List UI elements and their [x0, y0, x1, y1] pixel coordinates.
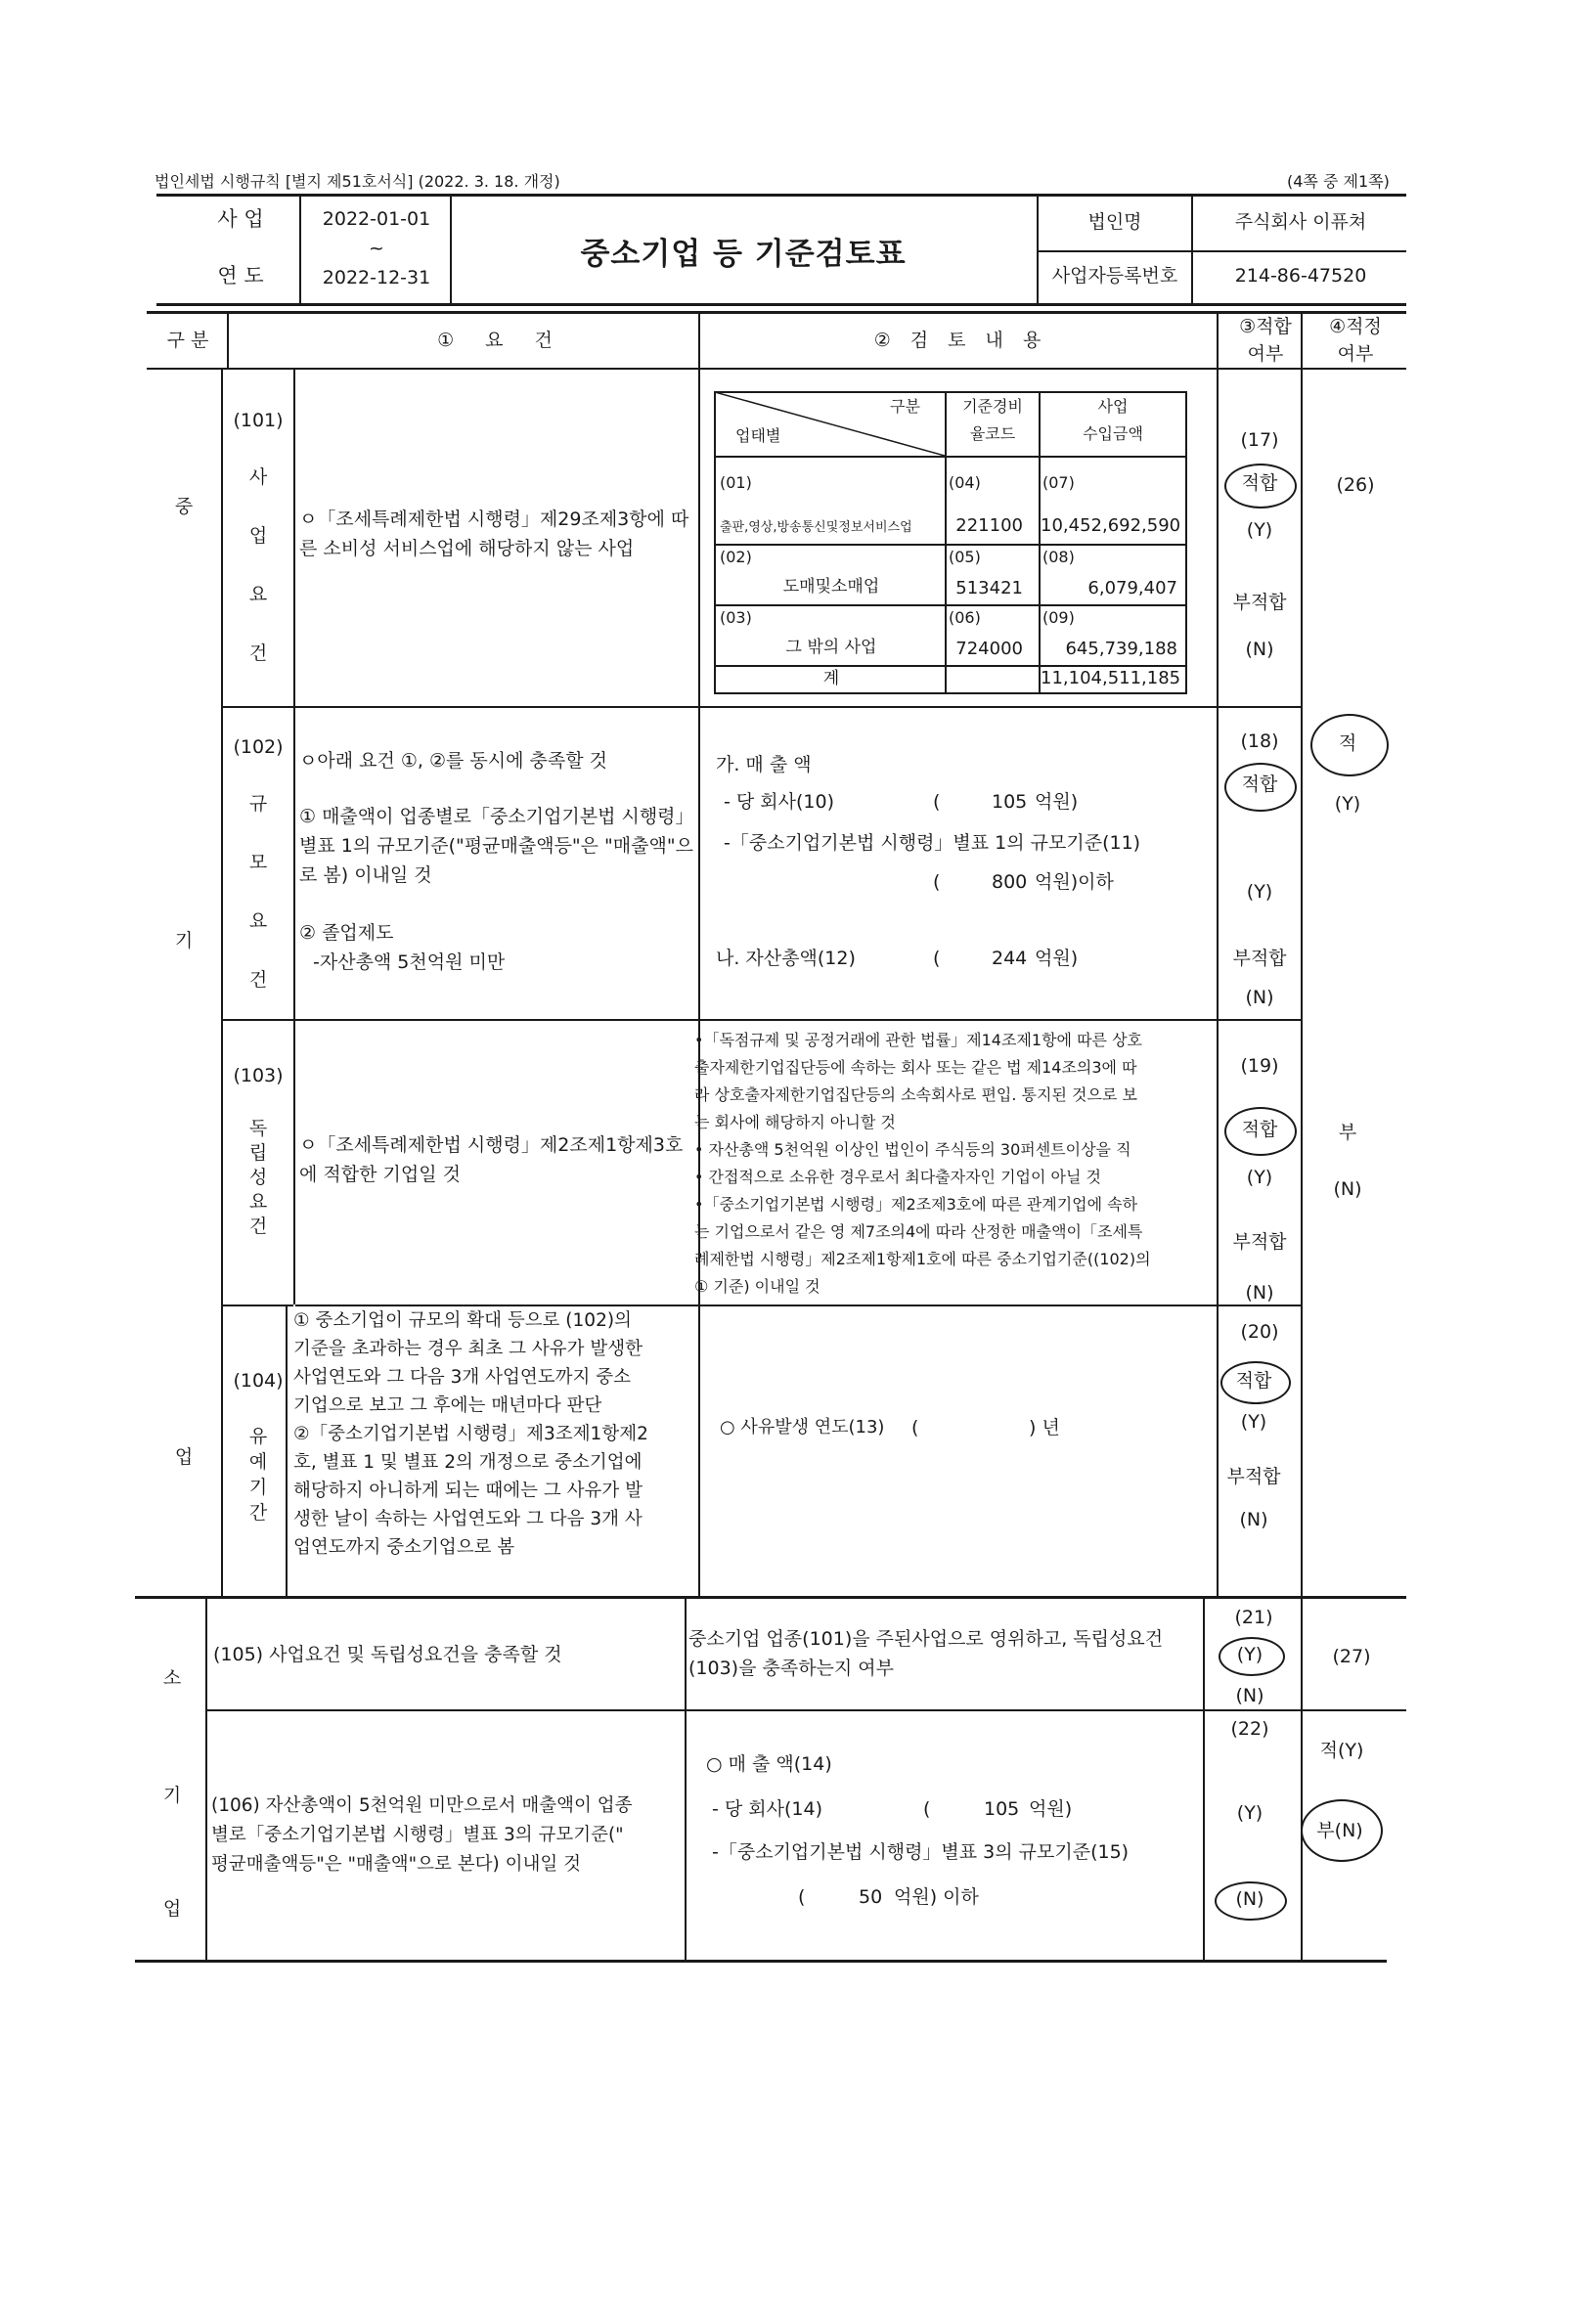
- row-101-proper-number: (26): [1336, 474, 1375, 496]
- row-103-fit-no: 부적합: [1232, 1231, 1287, 1253]
- header-divider-2: [450, 194, 452, 303]
- year-label-bottom: 연 도: [217, 264, 264, 288]
- bt-row2-amount: 6,079,407: [1087, 578, 1177, 598]
- row-104-review: ○ 사유발생 연도(13): [720, 1417, 885, 1438]
- row-102-fit-number: (18): [1240, 730, 1279, 752]
- row-104-v-num: [286, 1305, 288, 1596]
- bt-row1-n1: (01): [720, 473, 752, 492]
- row-106-proper-y: 적(Y): [1319, 1740, 1364, 1761]
- bt-total-amount: 11,104,511,185: [1041, 668, 1181, 688]
- row-104-vlabel-1: 유: [248, 1426, 268, 1447]
- row-102-vlabel-4: 건: [248, 969, 268, 991]
- row-104-vlabel: [223, 1424, 293, 1526]
- sme-v-proper: [1301, 368, 1303, 1596]
- row-103-rev-line-7: •「중소기업기본법 시행령」제2조제3호에 따른 관계기업에 속하: [694, 1195, 1138, 1214]
- document-title: 중소기업 등 기준검토표: [580, 237, 907, 272]
- biz-no-label: 사업자등록번호: [1051, 265, 1178, 287]
- row-103-proper-n: (N): [1333, 1178, 1362, 1200]
- row-105-rev-1: 중소기업 업종(101)을 주된사업으로 영위하고, 독립성요건: [688, 1628, 1164, 1650]
- row-104-req-line-3: 사업연도와 그 다음 3개 사업연도까지 중소: [293, 1367, 631, 1388]
- row-102-req-4: -자산총액 5천억원 미만: [313, 951, 506, 973]
- row-102-fit-y: (Y): [1246, 881, 1273, 903]
- row-103-rev-line-5: • 자산총액 5천억원 이상인 법인이 주식등의 30퍼센트이상을 직: [694, 1140, 1131, 1159]
- col-requirement: ① 요 건: [437, 330, 553, 351]
- bt-header-code-2: 율코드: [969, 424, 1016, 443]
- bt-row1-amount: 10,452,692,590: [1041, 515, 1181, 536]
- side-label-small-2: 기: [162, 1785, 182, 1806]
- row-105-proper-number: (27): [1332, 1646, 1371, 1667]
- row-106-requirement: [211, 1791, 685, 1880]
- bt-row3-n2: (06): [949, 608, 981, 627]
- row-104-req-line-2: 기준을 초과하는 경우 최초 그 사유가 발생한: [293, 1339, 643, 1359]
- row-102-vlabel-2: 모: [248, 852, 268, 873]
- bt-row1-n2: (04): [949, 473, 981, 492]
- bt-row1-name: 출판,영상,방송통신및정보서비스업: [720, 520, 912, 535]
- row-101-fit-y: (Y): [1246, 519, 1273, 541]
- row-103-rev-line-6: • 간접적으로 소유한 경우로서 최다출자자인 기업이 아닐 것: [694, 1168, 1101, 1186]
- row-104-rev-open: (: [911, 1417, 919, 1438]
- bt-total-label: 계: [822, 669, 840, 688]
- bt-row2-n3: (08): [1042, 548, 1075, 566]
- period-tilde: ~: [369, 238, 384, 259]
- row-103-rev-line-2: 출자제한기업집단등에 속하는 회사 또는 같은 법 제14조의3에 따: [694, 1058, 1137, 1077]
- row-106-limit-value: 50: [859, 1886, 883, 1908]
- row-101-number: (101): [233, 410, 284, 431]
- row-101-fit-n: (N): [1245, 639, 1274, 660]
- row-104-number: (104): [233, 1370, 284, 1392]
- row-103-rev-line-9: 례제한법 시행령」제2조제1항제1호에 따른 중소기업기준((102)의: [694, 1250, 1151, 1268]
- row-103-fit-n: (N): [1245, 1282, 1274, 1304]
- corp-name: 주식회사 이퓨쳐: [1234, 211, 1367, 233]
- bt-header-code-1: 기준경비: [962, 397, 1023, 416]
- row-102-bottom: [221, 1019, 1301, 1021]
- row-101-vlabel-4: 건: [248, 642, 268, 664]
- row-101-requirement: ㅇ「조세특례제한법 시행령」제29조제3항에 따른 소비성 서비스업에 해당하지 않는 사업: [299, 509, 689, 559]
- biz-no: 214-86-47520: [1234, 265, 1367, 287]
- row-103-rev-line-3: 라 상호출자제한기업집단등의 소속회사로 편입. 통지된 것으로 보: [694, 1085, 1137, 1104]
- bt-row2-code: 513421: [955, 578, 1023, 598]
- row-106-req-line-3: 평균매출액등"은 "매출액"으로 본다) 이내일 것: [211, 1854, 581, 1875]
- header-mid-line: [1037, 250, 1406, 252]
- col-review: ② 검 토 내 용: [873, 330, 1042, 351]
- row-103-vlabel-5: 건: [248, 1216, 268, 1237]
- row-101-fit-no: 부적합: [1232, 592, 1287, 613]
- small-v-fit: [1203, 1596, 1205, 1962]
- row-106-rev-4-open: (: [798, 1886, 806, 1908]
- bt-row3-n3: (09): [1042, 608, 1075, 627]
- sme-section-bottom: [135, 1596, 1406, 1599]
- table-bottom-border: [135, 1960, 1387, 1963]
- side-label-small-1: 소: [162, 1667, 182, 1689]
- bt-row3-amount: 645,739,188: [1065, 639, 1177, 659]
- bt-row2-n2: (05): [949, 548, 981, 566]
- row-102-rev-2-unit: 억원): [1035, 791, 1079, 813]
- row-106-fit-y: (Y): [1236, 1802, 1264, 1824]
- row-102-rev-5-open: (: [933, 948, 941, 969]
- row-102-req-3: ② 졸업제도: [299, 922, 394, 944]
- period-end: 2022-12-31: [322, 267, 431, 288]
- row-101-vlabel-2: 업: [248, 525, 268, 547]
- row-104-rev-close: ) 년: [1029, 1417, 1060, 1438]
- row-105-fit-n: (N): [1235, 1685, 1264, 1706]
- row-101-vlabel-3: 요: [248, 584, 268, 605]
- row-102-fit-n: (N): [1245, 987, 1274, 1008]
- row-103-rev-line-1: •「독점규제 및 공정거래에 관한 법률」제14조제1항에 따른 상호: [694, 1031, 1142, 1049]
- row-103-requirement: ㅇ「조세특례제한법 시행령」제2조제1항제3호에 적합한 기업일 것: [299, 1134, 684, 1185]
- row-102-rev-4-open: (: [933, 871, 941, 893]
- bt-h-header: [714, 456, 1187, 458]
- row-104-req-line-9: 생한 날이 속하는 사업연도와 그 다음 3개 사: [293, 1509, 643, 1529]
- row-106-rev-3: -「중소기업기본법 시행령」별표 3의 규모기준(15): [712, 1841, 1130, 1863]
- row-102-rev-1: 가. 매 출 액: [716, 754, 812, 775]
- row-104-req-line-8: 해당하지 아니하게 되는 때에는 그 사유가 발: [293, 1481, 643, 1501]
- sme-v-review: [698, 368, 700, 1596]
- row-102-rev-5: 나. 자산총액(12): [716, 948, 856, 969]
- hdr-v2: [698, 311, 700, 368]
- row-102-limit-value: 800: [992, 871, 1028, 893]
- row-103-vlabel: [223, 1117, 293, 1239]
- col-proper-b: 여부: [1337, 343, 1374, 365]
- row-102-req-1: ㅇ아래 요건 ①, ②를 동시에 충족할 것: [299, 750, 607, 772]
- row-105-fit-y: (Y): [1236, 1644, 1264, 1665]
- row-103-fit-y: (Y): [1246, 1167, 1273, 1188]
- row-103-fit-yes: 적합: [1241, 1119, 1278, 1140]
- row-102-rev-2-open: (: [933, 791, 941, 813]
- row-104-vlabel-3: 기: [248, 1477, 268, 1498]
- col-fit-a: ③적합: [1239, 316, 1292, 337]
- side-label-sme-1: 중: [174, 496, 194, 517]
- row-102-rev-3: -「중소기업기본법 시행령」별표 1의 규모기준(11): [724, 832, 1141, 854]
- row-104-req-line-4: 기업으로 보고 그 후에는 매년마다 판단: [293, 1395, 602, 1416]
- row-104-fit-n: (N): [1239, 1509, 1268, 1530]
- row-104-req-line-1: ① 중소기업이 규모의 확대 등으로 (102)의: [293, 1310, 632, 1331]
- row-102-rev-2: - 당 회사(10): [724, 791, 834, 813]
- row-101-vlabel: [223, 465, 293, 700]
- row-103-fit-number: (19): [1240, 1055, 1279, 1077]
- row-105-fit-number: (21): [1234, 1607, 1273, 1628]
- row-103-rev-line-10: ① 기준) 이내일 것: [694, 1277, 820, 1296]
- row-105-rev-2: (103)을 충족하는지 여부: [688, 1658, 895, 1679]
- row-105-bottom: [205, 1709, 1406, 1711]
- bt-row1-code: 221100: [955, 515, 1023, 536]
- bt-row2-n1: (02): [720, 548, 752, 566]
- row-103-vlabel-4: 요: [248, 1191, 268, 1213]
- row-104-fit-y: (Y): [1240, 1411, 1267, 1433]
- side-label-sme-3: 업: [174, 1446, 194, 1468]
- row-106-fit-n: (N): [1235, 1888, 1264, 1910]
- side-label-small-3: 업: [162, 1898, 182, 1920]
- row-106-rev-2-open: (: [923, 1798, 931, 1820]
- row-102-fit-no: 부적합: [1232, 948, 1287, 969]
- header-divider-1: [299, 194, 301, 303]
- hdr-v1: [227, 311, 229, 368]
- row-106-rev-2-unit: 억원): [1029, 1798, 1073, 1820]
- bt-row2-name: 도매및소매업: [782, 577, 880, 597]
- row-101-bottom: [221, 706, 1301, 708]
- bt-row3-code: 724000: [955, 639, 1023, 659]
- form-reference: 법인세법 시행규칙 [별지 제51호서식] (2022. 3. 18. 개정): [155, 172, 560, 191]
- row-102-number: (102): [233, 736, 284, 758]
- row-102-rev-5-unit: 억원): [1035, 948, 1079, 969]
- header-top-border: [156, 194, 1406, 197]
- header-divider-4: [1191, 194, 1193, 303]
- small-v-review: [685, 1596, 687, 1962]
- corp-name-label: 법인명: [1087, 211, 1142, 233]
- col-fit-b: 여부: [1247, 343, 1284, 365]
- bt-h-row2: [714, 604, 1187, 606]
- row-106-proper-n: 부(N): [1316, 1820, 1363, 1841]
- bt-header-gubun: 구분: [890, 397, 920, 416]
- row-103-vlabel-2: 립: [248, 1142, 268, 1164]
- bt-header-biz: 업태별: [735, 426, 781, 445]
- row-104-req-line-6: ②「중소기업기본법 시행령」제3조제1항제2: [293, 1424, 648, 1444]
- bt-header-amt-1: 사업: [1097, 397, 1129, 416]
- row-101-fit-yes: 적합: [1241, 472, 1278, 494]
- row-103-vlabel-1: 독: [248, 1118, 268, 1139]
- row-104-vlabel-4: 간: [248, 1502, 268, 1524]
- period-start: 2022-01-01: [322, 208, 431, 230]
- row-103-proper: 부: [1338, 1122, 1357, 1143]
- row-105-requirement: (105) 사업요건 및 독립성요건을 충족할 것: [213, 1644, 562, 1665]
- row-102-asset-value: 244: [992, 948, 1028, 969]
- row-106-rev-2: - 당 회사(14): [712, 1798, 822, 1820]
- row-106-fit-number: (22): [1230, 1718, 1269, 1740]
- bt-row3-name: 그 밖의 사업: [785, 638, 877, 657]
- row-102-vlabel-3: 요: [248, 910, 268, 932]
- hdr-v3: [1217, 311, 1219, 368]
- row-106-rev-1: ○ 매 출 액(14): [706, 1753, 832, 1775]
- row-103-number: (103): [233, 1065, 284, 1086]
- col-proper-a: ④적정: [1329, 316, 1382, 337]
- row-103-rev-line-4: 는 회사에 해당하지 아니할 것: [694, 1113, 896, 1131]
- row-104-req-line-7: 호, 별표 1 및 별표 2의 개정으로 중소기업에: [293, 1452, 643, 1473]
- hdr-v4: [1301, 311, 1303, 368]
- header-bottom-border: [156, 303, 1406, 306]
- row-103-vlabel-3: 성: [248, 1167, 268, 1188]
- bt-row3-n1: (03): [720, 608, 752, 627]
- bt-row1-n3: (07): [1042, 473, 1075, 492]
- bt-header-amt-2: 수입금액: [1083, 424, 1143, 443]
- row-104-req-line-10: 업연도까지 중소기업으로 봄: [293, 1537, 515, 1558]
- row-104-vlabel-2: 예: [248, 1451, 268, 1473]
- row-102-proper: 적: [1338, 732, 1357, 754]
- row-101-vlabel-1: 사: [248, 466, 268, 488]
- row-106-req-line-2: 별로「중소기업기본법 시행령」별표 3의 규모기준(": [211, 1825, 624, 1845]
- row-104-fit-no: 부적합: [1226, 1466, 1281, 1487]
- col-category: 구 분: [166, 330, 209, 351]
- small-v-category: [205, 1596, 207, 1962]
- row-106-revenue-value: 105: [984, 1798, 1020, 1820]
- row-102-rev-4-unit: 억원)이하: [1035, 871, 1114, 893]
- year-label-top: 사 업: [217, 207, 264, 231]
- row-104-requirement: [293, 1306, 690, 1562]
- row-103-rev-line-8: 는 기업으로서 같은 영 제7조의4에 따라 산정한 매출액이「조세특: [694, 1222, 1143, 1241]
- page-info: (4쪽 중 제1쪽): [1287, 172, 1390, 191]
- row-102-req-2: ① 매출액이 업종별로「중소기업기본법 시행령」별표 1의 규모기준("평균매출액등"은 "매출액"으로 봄) 이내일 것: [299, 806, 694, 886]
- row-102-revenue-value: 105: [992, 791, 1028, 813]
- row-102-vlabel: [223, 792, 293, 1027]
- row-103-review: [694, 1027, 1213, 1301]
- row-104-fit-yes: 적합: [1235, 1370, 1272, 1392]
- bt-h-row3: [714, 665, 1187, 667]
- row-102-proper-y: (Y): [1334, 793, 1361, 815]
- row-104-fit-number: (20): [1240, 1321, 1279, 1343]
- row-102-vlabel-1: 규: [248, 793, 268, 815]
- row-102-fit-yes: 적합: [1241, 774, 1278, 795]
- row-106-rev-4-unit: 억원) 이하: [894, 1886, 979, 1908]
- bt-h-row1: [714, 544, 1187, 546]
- header-divider-3: [1037, 194, 1039, 303]
- side-label-sme-2: 기: [174, 930, 194, 951]
- row-101-fit-number: (17): [1240, 429, 1279, 451]
- row-106-req-line-1: (106) 자산총액이 5천억원 미만으로서 매출액이 업종: [211, 1795, 633, 1816]
